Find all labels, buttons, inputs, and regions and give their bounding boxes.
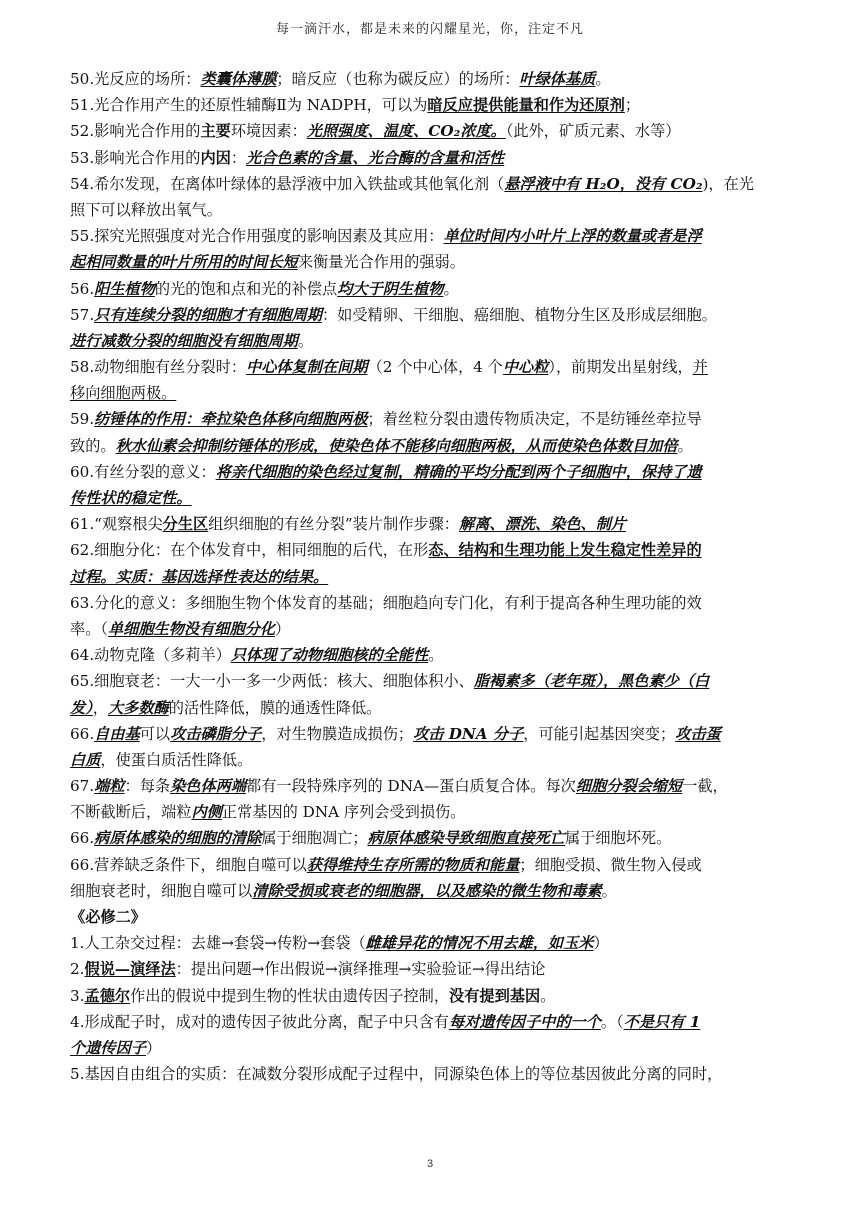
text-line: [70, 852, 794, 878]
text-run: 细胞衰老时，细胞自噬可以: [70, 881, 253, 900]
emphasized-text: 均大于阴生植物: [337, 279, 444, 298]
text-run: 51.光合作用产生的还原性辅酶Ⅱ为 NADPH，可以为: [70, 96, 428, 115]
text-line: [70, 721, 794, 747]
text-run: （2 个中心体，4 个: [367, 358, 503, 377]
text-run: ；暗反应（也称为碳反应）的场所：: [276, 70, 520, 88]
text-run: 。: [443, 279, 459, 298]
text-run: 3.: [70, 986, 85, 1005]
emphasized-text: 悬浮液中有 H₂O，没有 CO₂: [504, 174, 703, 193]
emphasized-text: 只有连续分裂的细胞才有细胞周期: [94, 305, 322, 324]
text-run: 50.光反应的场所：: [70, 70, 201, 88]
text-run: 的活性降低，膜的通透性降低。: [168, 698, 382, 717]
text-line: [70, 328, 794, 354]
emphasized-text: 单位时间内小叶片上浮的数量或者是浮: [443, 227, 702, 246]
emphasized-text: 清除受损或衰老的细胞器，以及感染的微生物和毒素: [252, 881, 602, 900]
text-line: [70, 145, 794, 171]
text-run: 环境因素：: [230, 122, 307, 141]
text-run: 58.动物细胞有丝分裂时：: [70, 358, 247, 377]
emphasized-text: 光照强度、温度、CO₂浓度。: [306, 122, 506, 141]
text-run: 1.人工杂交过程：去雄→套袋→传粉→套袋（: [70, 934, 366, 953]
text-run: 59.: [70, 410, 95, 429]
emphasized-text: 攻击 DNA 分子: [413, 724, 524, 743]
emphasized-text: 个遗传因子: [70, 1038, 146, 1057]
text-line: [70, 302, 794, 328]
emphasized-text: 孟德尔: [84, 986, 131, 1005]
text-run: 55.探究光照强度对光合作用强度的影响因素及其应用：: [70, 227, 444, 246]
text-line: [70, 668, 794, 694]
text-run: 54.希尔发现，在离体叶绿体的悬浮液中加入铁盐或其他氧化剂（: [70, 174, 505, 193]
text-run: 。: [595, 70, 611, 88]
text-line: [70, 799, 794, 825]
text-line: [70, 171, 794, 197]
text-run: 53.影响光合作用的: [70, 148, 201, 167]
text-run: 率。（: [70, 619, 108, 638]
emphasized-text: 攻击磷脂分子: [170, 724, 262, 743]
text-run: 。: [601, 881, 617, 900]
emphasized-text: 阳生植物: [94, 279, 155, 298]
text-line: [70, 223, 794, 249]
text-run: 66.: [70, 724, 95, 743]
emphasized-text: 细胞分裂会缩短: [575, 777, 683, 796]
text-run: 的光的饱和点和光的补偿点: [154, 279, 338, 298]
text-line: [70, 747, 794, 773]
emphasized-text: 攻击蛋: [675, 724, 721, 743]
emphasized-text: 内因: [200, 148, 231, 167]
text-run: ，使蛋白质活性降低。: [100, 750, 253, 769]
text-run: ），前期发出星射线，: [548, 358, 693, 377]
text-line: [70, 197, 794, 223]
emphasized-text: 起相同数量的叶片所用的时间长短: [70, 253, 298, 272]
text-run: ）: [275, 619, 291, 638]
text-line: [70, 406, 794, 432]
text-line: [70, 276, 794, 302]
text-line: [70, 590, 794, 616]
text-run: 4.形成配子时，成对的遗传因子彼此分离，配子中只含有: [70, 1012, 449, 1031]
emphasized-text: 获得维持生存所需的物质和能量: [306, 855, 520, 874]
text-run: ：如受精卵、干细胞、癌细胞、植物分生区及形成层细胞。: [321, 305, 717, 324]
text-run: （此外，矿质元素、水等）: [505, 122, 681, 141]
emphasized-text: 传性状的稳定性。: [70, 489, 192, 507]
text-line: [70, 956, 794, 982]
text-run: ）: [593, 934, 609, 953]
emphasized-text: 大多数酶: [107, 698, 169, 717]
text-run: ，对生物膜造成损伤；: [261, 724, 414, 743]
emphasized-text: 移向细胞两极。: [70, 384, 177, 403]
text-line: [70, 773, 794, 799]
text-run: 。: [428, 646, 444, 665]
text-run: 52.影响光合作用的: [70, 122, 201, 141]
emphasized-text: 类囊体薄膜: [200, 70, 277, 88]
text-run: ；: [624, 96, 641, 115]
text-line: [70, 249, 794, 275]
emphasized-text: 单细胞生物没有细胞分化: [107, 619, 276, 638]
text-run: ；细胞受损、微生物入侵或: [519, 855, 702, 874]
text-run: ：: [230, 148, 247, 167]
emphasized-text: 暗反应提供能量和作为还原剂: [427, 96, 625, 115]
text-run: 致的。: [70, 436, 116, 455]
emphasized-text: 病原体感染导致细胞直接死亡: [367, 829, 565, 848]
text-run: ，: [92, 698, 108, 717]
text-run: 62.细胞分化：在个体发育中，相同细胞的后代，在形: [70, 541, 429, 560]
text-line: [70, 459, 794, 485]
emphasized-text: 雌雄异花的情况不用去雄，如玉米: [365, 934, 594, 953]
emphasized-text: 发）: [70, 698, 93, 717]
page-number: 3: [426, 1158, 434, 1170]
text-run: 65.细胞衰老：一大一小一多一少两低：核大、细胞体积小、: [70, 672, 474, 691]
emphasized-text: 自由基: [94, 724, 140, 743]
text-line: [70, 118, 794, 144]
emphasized-text: 染色体两端: [170, 777, 247, 796]
text-line: [70, 537, 794, 563]
text-run: 来衡量光合作用的强弱。: [297, 253, 465, 272]
emphasized-text: 解离、漂洗、染色、制片: [459, 515, 627, 534]
emphasized-text: 将亲代细胞的染色经过复制，精确的平均分配到两个子细胞中，保持了遗: [215, 462, 702, 481]
text-run: )，在光: [702, 174, 754, 193]
text-line: [70, 433, 794, 459]
text-line: [70, 825, 794, 851]
text-run: 作出的假说中提到生物的性状由遗传因子控制，: [130, 986, 449, 1005]
emphasized-text: 主要: [200, 122, 231, 141]
text-run: 63.分化的意义：多细胞生物个体发育的基础；细胞趋向专门化，有利于提高各种生理功能的效: [70, 593, 702, 612]
text-line: [70, 878, 794, 904]
emphasized-text: 并: [692, 358, 708, 377]
text-line: [70, 616, 794, 642]
text-run: 。（: [600, 1012, 624, 1031]
text-line: [70, 904, 794, 930]
text-run: 66.营养缺乏条件下，细胞自噬可以: [70, 855, 307, 874]
text-run: ：每条: [124, 777, 171, 796]
emphasized-text: 秋水仙素会抑制纺锤体的形成，使染色体不能移向细胞两极，从而使染色体数目加倍: [115, 436, 678, 455]
text-line: [70, 1061, 794, 1087]
text-run: 正常基因的 DNA 序列会受到损伤。: [221, 803, 466, 822]
text-run: 5.基因自由组合的实质：在减数分裂形成配子过程中，同源染色体上的等位基因彼此分离的同时，: [70, 1065, 723, 1084]
text-line: [70, 66, 794, 92]
emphasized-text: 叶绿体基质: [519, 70, 596, 88]
text-run: 组织细胞的有丝分裂”装片制作步骤：: [208, 515, 459, 534]
text-run: 66.: [70, 829, 95, 848]
page-header: 每一滴汗水，都是未来的闪耀星光，你，注定不凡: [275, 22, 584, 37]
text-run: 不断截断后，端粒: [70, 803, 192, 822]
text-run: 2.: [70, 960, 85, 979]
emphasized-text: 态、结构和生理功能上发生稳定性差异的: [428, 541, 702, 560]
emphasized-text: 只体现了动物细胞核的全能性: [230, 646, 429, 665]
text-run: ，可能引起基因突变；: [523, 724, 676, 743]
text-run: 61.“观察根尖: [70, 515, 163, 534]
text-run: 。: [677, 436, 693, 455]
text-run: ）: [145, 1038, 162, 1057]
emphasized-text: 光合色素的含量、光合酶的含量和活性: [246, 148, 505, 167]
emphasized-text: 内侧: [191, 803, 222, 822]
emphasized-text: 每对遗传因子中的一个: [449, 1012, 601, 1031]
text-run: 属于细胞坏死。: [564, 829, 672, 848]
text-line: [70, 354, 794, 380]
text-line: [70, 380, 794, 406]
emphasized-text: 中心粒: [502, 358, 549, 377]
text-run: 。: [540, 986, 556, 1005]
text-line: [70, 92, 794, 118]
emphasized-text: 纺锤体的作用：牵拉染色体移向细胞两极: [94, 410, 368, 429]
emphasized-text: 不是只有 1: [623, 1012, 701, 1031]
emphasized-text: 病原体感染的细胞的清除: [94, 829, 262, 848]
text-run: 56.: [70, 279, 95, 298]
emphasized-text: 脂褐素多（老年斑），黑色素少（白: [473, 672, 710, 691]
emphasized-text: 过程。实质：基因选择性表达的结果。: [70, 567, 329, 586]
text-run: 57.: [70, 305, 95, 324]
emphasized-text: 进行减数分裂的细胞没有细胞周期: [70, 331, 298, 350]
text-run: 。: [297, 331, 313, 350]
text-run: 一截，: [682, 777, 728, 796]
emphasized-text: 《必修二》: [70, 908, 146, 926]
text-line: [70, 642, 794, 668]
emphasized-text: 分生区: [162, 515, 209, 534]
emphasized-text: 端粒: [94, 777, 125, 796]
text-run: 可以: [139, 724, 171, 743]
text-run: 60.有丝分裂的意义：: [70, 462, 216, 481]
text-run: ：提出问题→作出假说→演绎推理→实验验证→得出结论: [175, 960, 546, 979]
text-line: [70, 564, 794, 590]
emphasized-text: 没有提到基因: [449, 986, 541, 1005]
text-run: 64.动物克隆（多莉羊）: [70, 646, 231, 665]
text-run: 67.: [70, 777, 95, 796]
text-run: ；着丝粒分裂由遗传物质决定，不是纺锤丝牵拉导: [367, 410, 702, 429]
text-line: [70, 983, 794, 1009]
text-run: 属于细胞凋亡；: [261, 829, 368, 848]
text-run: 都有一段特殊序列的 DNA—蛋白质复合体。每次: [246, 777, 576, 796]
text-line: [70, 930, 794, 956]
text-run: 照下可以释放出氧气。: [70, 200, 222, 219]
emphasized-text: 假说—演绎法: [84, 960, 176, 979]
text-line: [70, 695, 794, 721]
document-body: [70, 66, 794, 1087]
text-line: [70, 485, 794, 511]
text-line: [70, 1009, 794, 1035]
text-line: [70, 511, 794, 537]
emphasized-text: 中心体复制在间期: [246, 358, 368, 377]
emphasized-text: 白质: [70, 750, 101, 769]
text-line: [70, 1035, 794, 1061]
